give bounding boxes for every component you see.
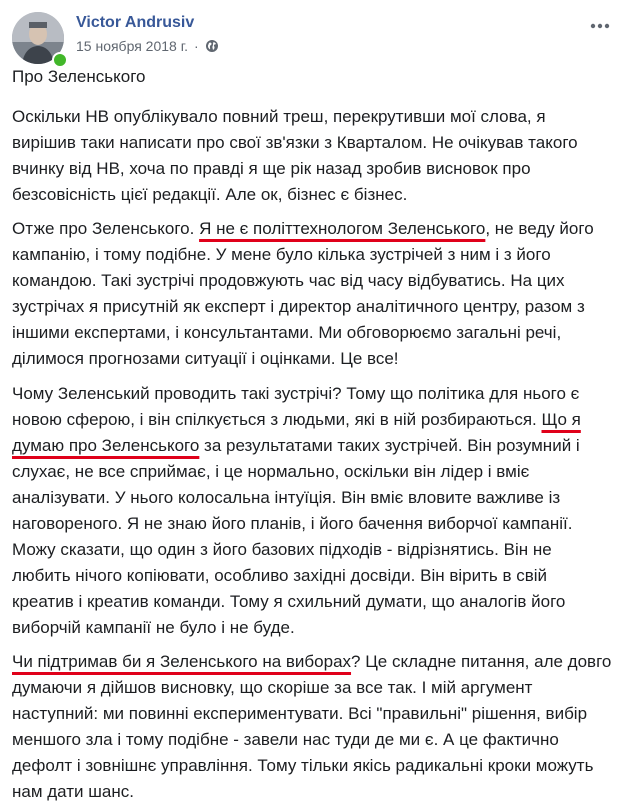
post-paragraph-2	[12, 216, 612, 372]
paragraph-text: ? Це складне питання, але довго думаючи я дійшов висновку, що скоріше за все так. І мій аргумент наступний: ми повинні експериментувати. Всі "правильні" рішення, вибір меншого зла і тому подібне - завели нас туди де ми є. А це фактично дефолт і зовнішнє управління. Тому тільки якісь радикальні кроки можуть нам дати шанс.	[12, 652, 612, 801]
paragraph-text: , не веду його кампанію, і тому подібне. У мене було кілька зустрічей з ним і з його командою. Такі зустрічі продовжують час від часу відбуватись. На цих зустрічах я присутній як експерт і директор аналітичного центру, разом з іншими експертами, і консультантами. Ми обговорюємо загальні речі, ділимося прогнозами ситуації і оцінками. Це все!	[12, 219, 594, 368]
author-avatar-wrap[interactable]	[12, 12, 64, 64]
more-options-icon[interactable]	[588, 16, 612, 36]
post-header	[12, 12, 612, 72]
author-name[interactable]: Victor Andrusiv	[76, 14, 195, 31]
paragraph-text: Чому Зеленський проводить такі зустрічі? Тому що політика для нього є новою сферою, і він спілкується з людьми, які в ній розбираються.	[12, 384, 580, 429]
post-title: Про Зеленського	[12, 67, 146, 86]
paragraph-text: за результатами таких зустрічей. Він розумний і слухає, не все сприймає, і це нормально, оскільки він лідер і вміє аналізувати. У нього колосальна інтуїція. Він вміє вловите важливе із наговореного. Я не знаю його планів, і його бачення виборчої кампанії. Можу сказати, що один з його базових підходів - відрізнятись. Він не любить нічого копіювати, особливо західні досвіди. Він вірить в свій креатив і креатив команди. Тому я схильний думати, що аналогів його виборчій кампанії не було і не буде.	[12, 436, 580, 637]
highlighted-phrase: Що я думаю про Зеленського	[12, 410, 581, 455]
paragraph-text: Оскільки НВ опублікувало повний треш, перекрутивши мої слова, я вирішив таки написати про свої зв'язки з Кварталом. Не очікував такого вчинку від НВ, хоча по правді я ще рік назад зробив висновок про безсовісність цієї редакції. Але ок, бізнес є бізнес.	[12, 107, 578, 204]
paragraph-text: Отже про Зеленського.	[12, 219, 200, 238]
post-paragraph-3	[12, 381, 612, 641]
globe-icon[interactable]	[205, 39, 219, 53]
meta-separator: ·	[194, 38, 199, 54]
post-paragraph-4	[12, 649, 612, 805]
post-meta	[76, 38, 219, 54]
post-date[interactable]: 15 ноября 2018 г.	[76, 38, 188, 54]
highlighted-phrase: Я не є політтехнологом Зеленського	[199, 219, 486, 238]
post-paragraph-1	[12, 104, 612, 208]
post-body	[12, 64, 612, 805]
highlighted-phrase: Чи підтримав би я Зеленського на виборах	[12, 652, 352, 671]
